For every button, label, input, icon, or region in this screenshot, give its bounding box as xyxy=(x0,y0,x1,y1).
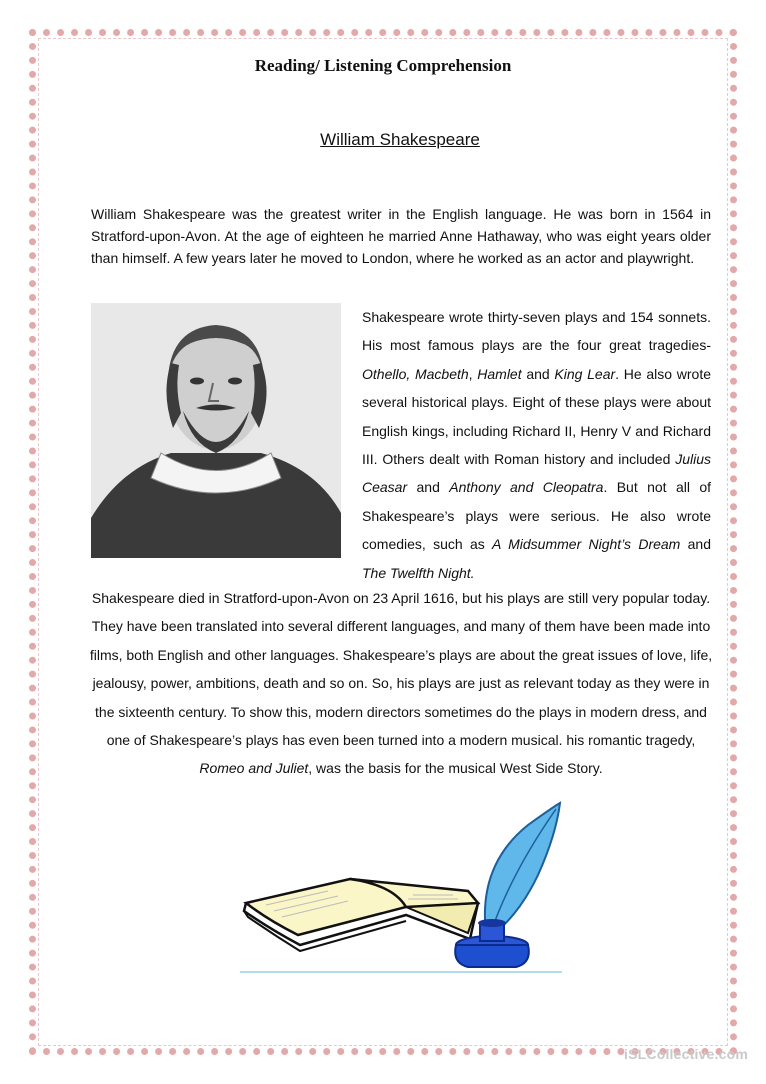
plays-title-julius-ceasar: Julius Ceasar xyxy=(362,451,711,496)
legacy-text-2: , was the basis for the musical West Side Story. xyxy=(308,760,603,777)
plays-title-othello-macbeth: Othello, Macbeth xyxy=(362,365,469,382)
legacy-title-romeo-juliet: Romeo and Juliet xyxy=(199,760,309,777)
plays-text-7: and xyxy=(680,536,712,553)
plays-text-3: and xyxy=(521,365,555,382)
paragraph-legacy xyxy=(86,584,716,783)
watermark: iSLCollective.com xyxy=(624,1046,748,1062)
article-title: William Shakespeare xyxy=(320,130,480,149)
portrait-drawing xyxy=(91,303,341,558)
plays-text-6: . But not all of Shakespeare’s plays were serious. He also wrote comedies, such as xyxy=(362,479,712,553)
plays-text-4: . He also wrote several historical plays. Eight of these plays were about English kings, including Richard II, Henry V and Richard III. Others dealt with Roman history and included xyxy=(362,365,712,468)
legacy-text-1: Shakespeare died in Stratford-upon-Avon on 23 April 1616, but his plays are still very popular today. They have been translated into several different languages, and many of them have been made into films, both English and other languages. Shakespeare’s plays are about the great issues of love, life, jealousy, power, ambitions, death and so on. So, his plays are just as relevant today as they were in the sixteenth century. To show this, modern directors sometimes do the plays in modern dress, and one of Shakespeare’s plays has even been turned into a modern musical. his romantic tragedy, xyxy=(89,590,713,749)
plays-title-anthony-cleopatra: Anthony and Cleopatra xyxy=(449,479,604,496)
plays-text-2: , xyxy=(468,365,478,382)
worksheet-heading: Reading/ Listening Comprehension xyxy=(254,56,512,75)
plays-text-1: Shakespeare wrote thirty-seven plays and 154 sonnets. His most famous plays are the four great tragedies- xyxy=(362,309,711,354)
quill-pen-icon xyxy=(485,803,560,935)
book-and-quill-illustration xyxy=(238,795,568,980)
paragraph-plays xyxy=(362,303,711,587)
plays-title-king-lear: King Lear xyxy=(554,365,616,382)
plays-title-hamlet: Hamlet xyxy=(477,365,522,382)
paragraph-intro: William Shakespeare was the greatest writer in the English language. He was born in 1564 in Stratford-upon-Avon. At the age of eighteen he married Anne Hathaway, who was eight years older than himself. A few years later he moved to London, where he worked as an actor and playwright. xyxy=(91,206,711,266)
plays-title-midsummer: A Midsummer Night’s Dream xyxy=(492,536,681,553)
open-book-icon xyxy=(244,879,478,951)
plays-text-5: and xyxy=(407,479,450,496)
plays-title-twelfth-night: The Twelfth Night. xyxy=(362,564,475,581)
shakespeare-portrait xyxy=(91,303,341,558)
